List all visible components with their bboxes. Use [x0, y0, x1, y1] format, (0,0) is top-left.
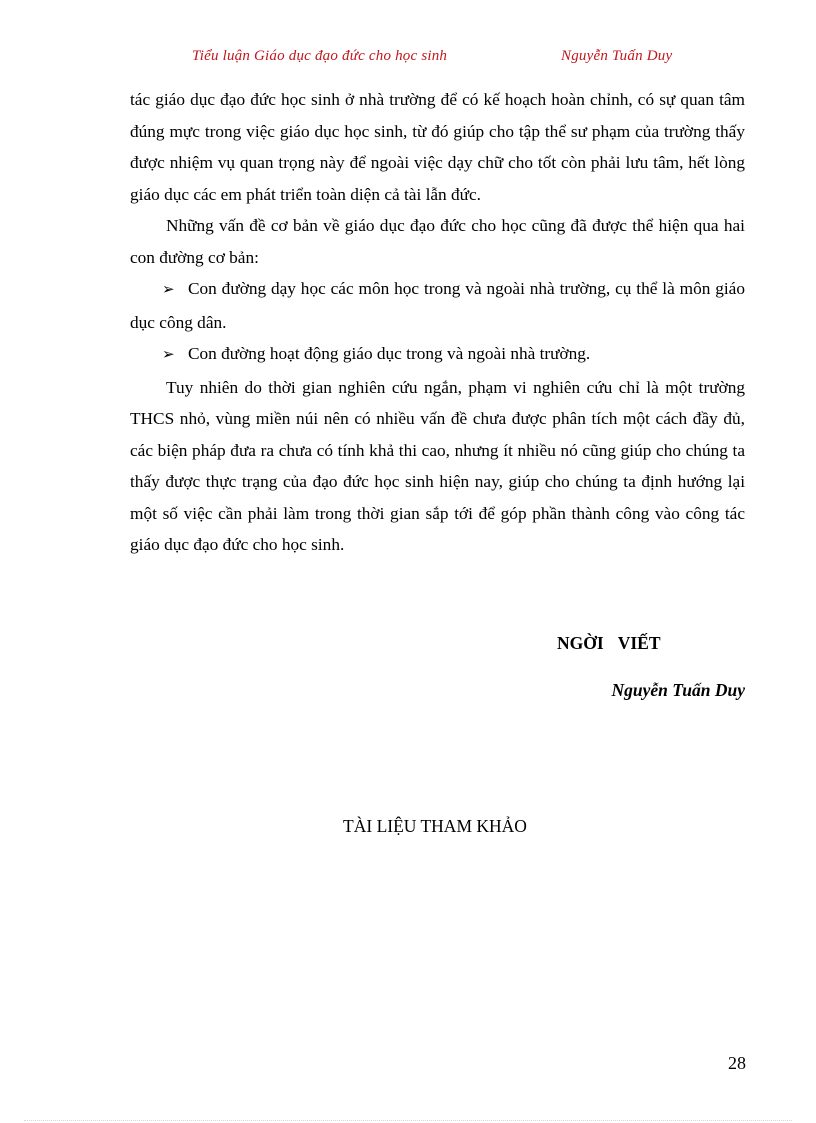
bullet-text-2: Con đường hoạt động giáo dục trong và ngoài nhà trường. [188, 344, 591, 363]
arrow-bullet-icon: ➢ [162, 282, 175, 298]
signature-name: Nguyễn Tuấn Duy [611, 680, 745, 700]
paragraph-2: Những vấn đề cơ bản về giáo dục đạo đức cho học cũng đã được thể hiện qua hai con đường cơ bản: [130, 216, 745, 267]
header-document-title: Tiểu luận Giáo dục đạo đức cho học sinh [192, 48, 448, 64]
page-header [0, 48, 816, 70]
footer-divider [24, 1120, 792, 1121]
signature-title: NGỜI VIẾT [557, 633, 661, 653]
references-heading: TÀI LIỆU THAM KHẢO [343, 816, 527, 836]
paragraph-1: tác giáo dục đạo đức học sinh ở nhà trường để có kế hoạch hoàn chỉnh, có sự quan tâm đúng mực trong việc giáo dục học sinh, từ đó giúp cho tập thể sư phạm của trường thấy được nhiệm vụ quan trọng này để ngoài việc dạy chữ cho tốt còn phải lưu tâm, hết lòng giáo dục các em phát triển toàn diện cả tài lẫn đức. [130, 90, 745, 204]
bullet-item-1 [130, 273, 745, 338]
bullet-text-1: Con đường dạy học các môn học trong và ngoài nhà trường, cụ thể là môn giáo dục công dân. [130, 279, 745, 332]
header-author: Nguyễn Tuấn Duy [561, 48, 673, 64]
arrow-bullet-icon: ➢ [162, 347, 175, 363]
bullet-item-2 [130, 338, 745, 372]
paragraph-3: Tuy nhiên do thời gian nghiên cứu ngắn, phạm vi nghiên cứu chỉ là một trường THCS nhỏ, vùng miền núi nên có nhiều vấn đề chưa được phân tích một cách đầy đủ, các biện pháp đưa ra chưa có tính khả thi cao, nhưng ít nhiều nó cũng giúp cho chúng ta thấy được thực trạng của đạo đức học sinh hiện nay, giúp cho chúng ta định hướng lại một số việc cần phải làm trong thời gian sắp tới để góp phần thành công vào công tác giáo dục đạo đức cho học sinh. [130, 377, 745, 554]
page-number: 28 [728, 1053, 746, 1073]
document-body [130, 84, 745, 561]
